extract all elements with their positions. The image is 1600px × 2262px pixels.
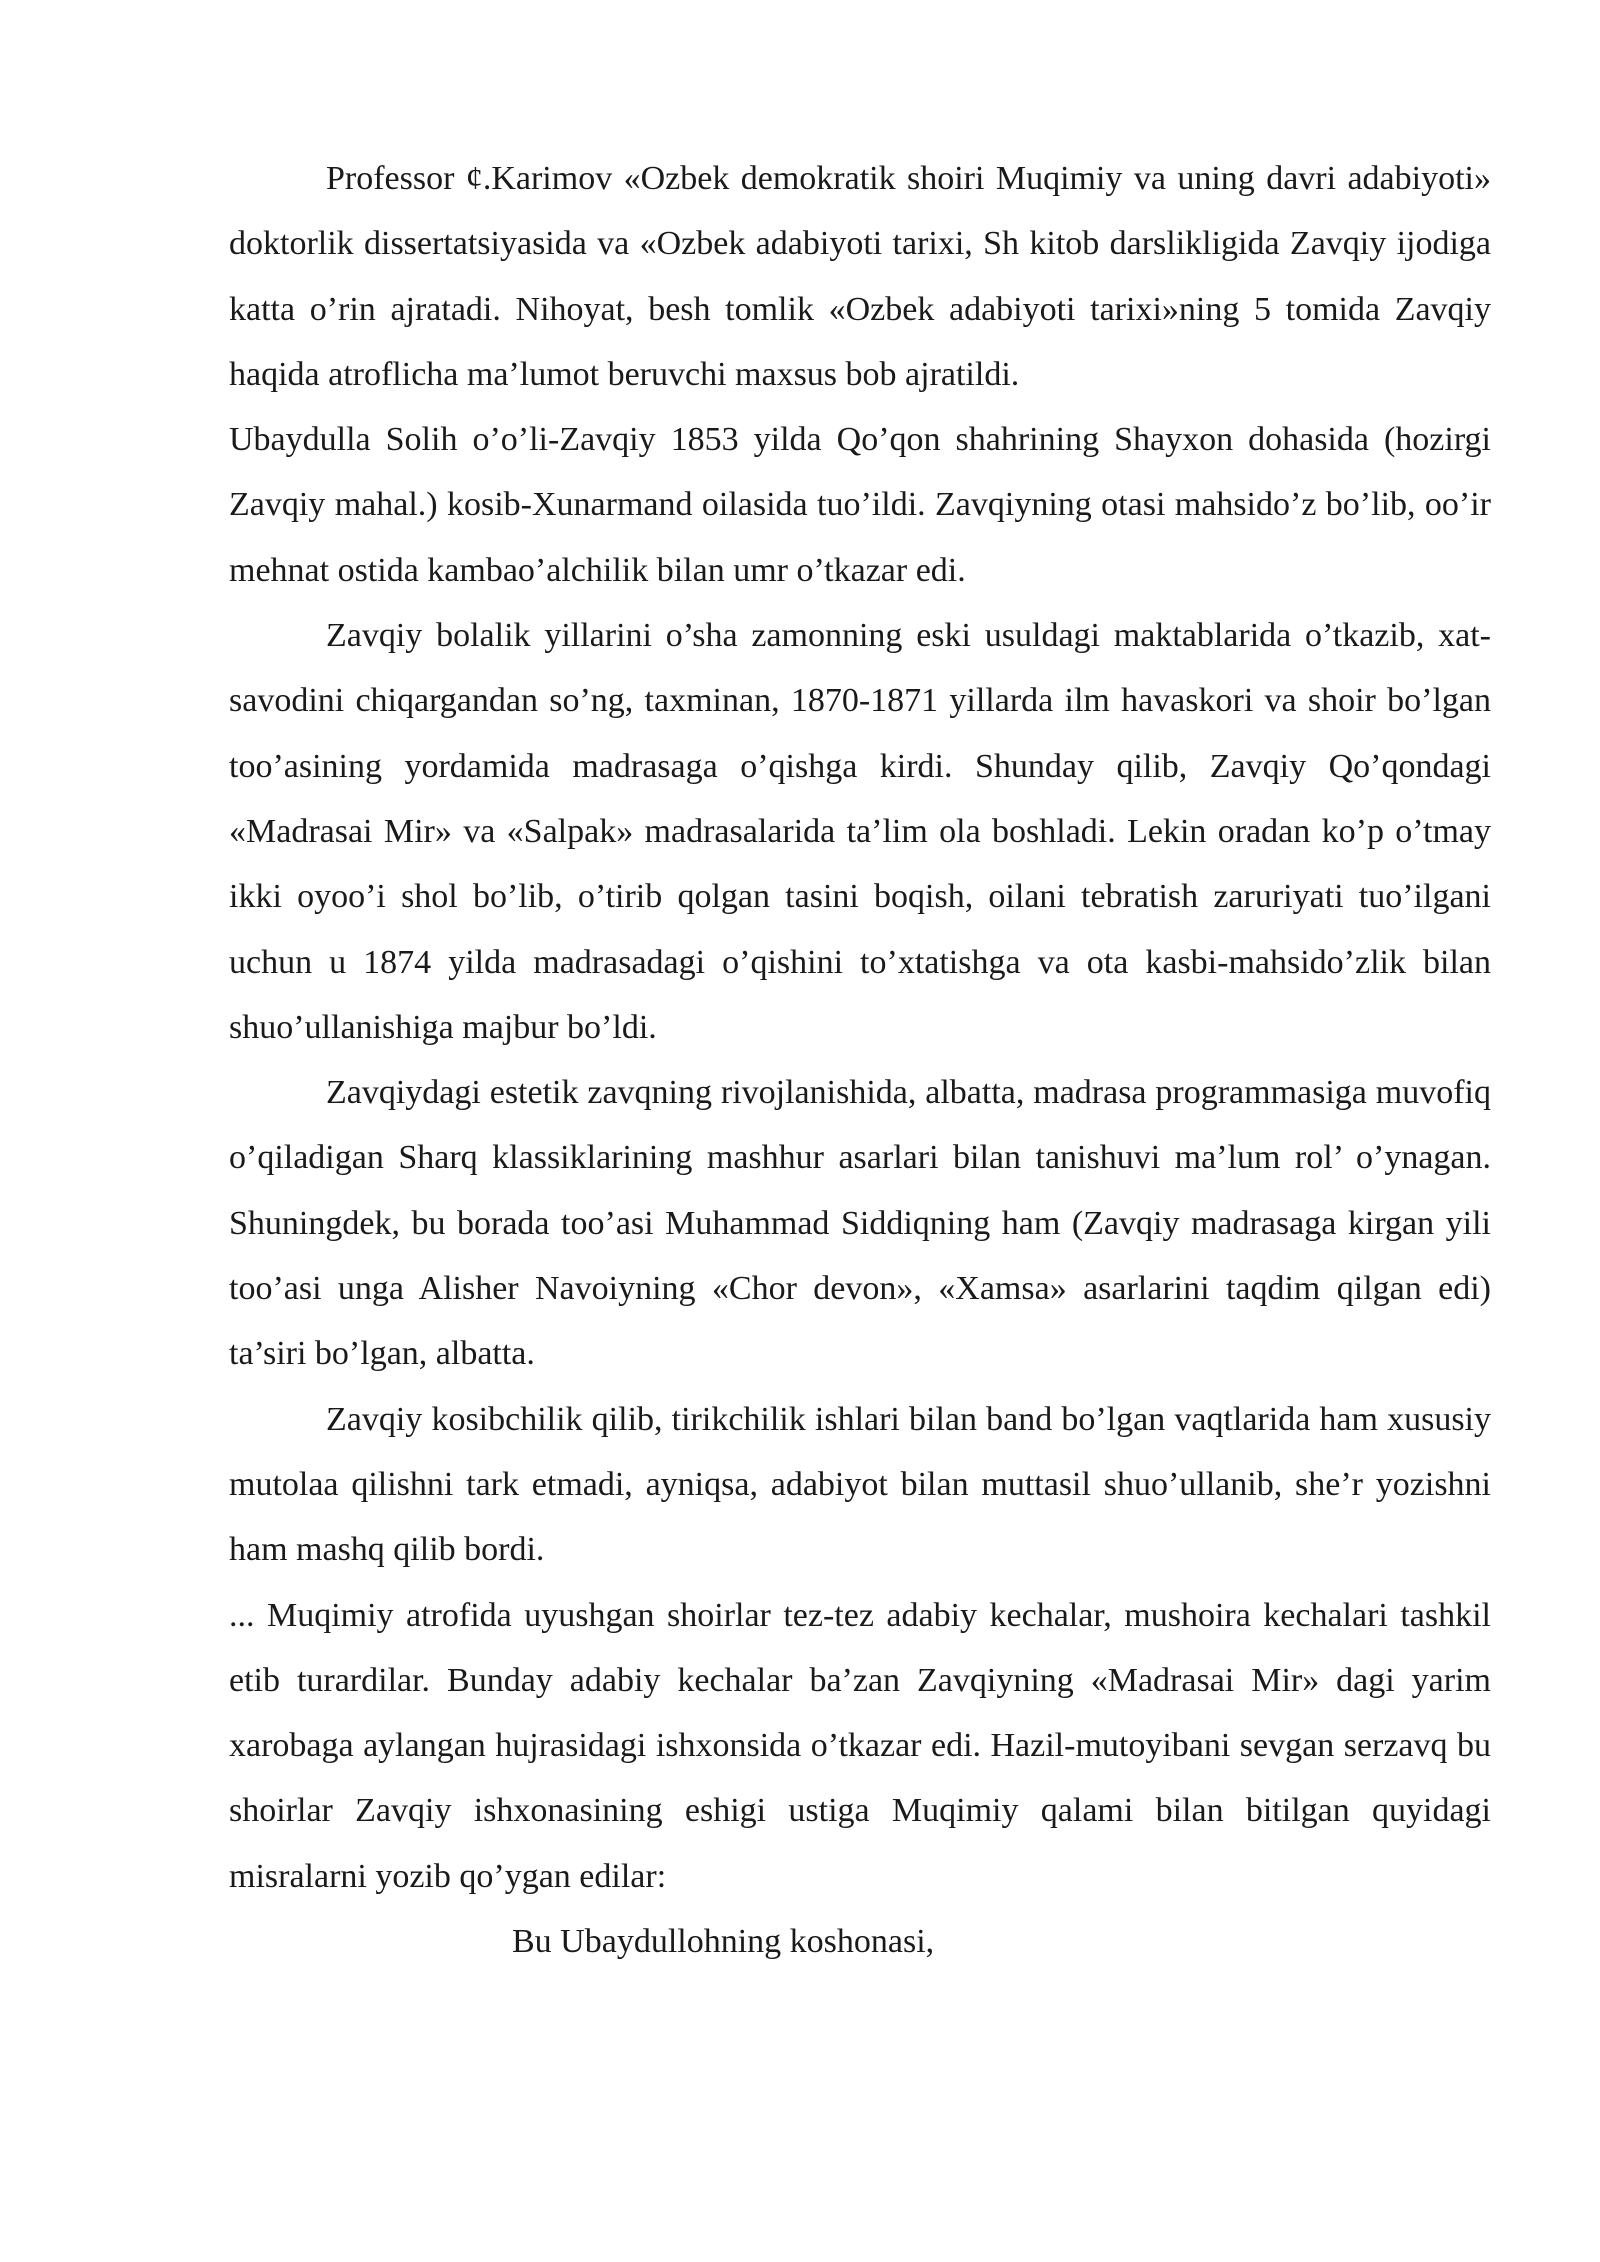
paragraph-biography: Ubaydulla Solih o’o’li-Zavqiy 1853 yilda Qo’qon shahrining Shayxon dohasida (hozirgi Zavqiy mahal.) kosib-Xunarmand oilasida tuo’ildi. Zavqiyning otasi mahsido’z bo’lib, oo’ir mehnat ostida kambao’alchilik bilan umr o’tkazar edi. <box>229 421 1491 589</box>
verse-line: Bu Ubaydullohning koshonasi, <box>512 1923 935 1961</box>
paragraph-education: Zavqiy bolalik yillarini o’sha zamonning eski usuldagi maktablarida o’tkazib, xat-savodini chiqargandan so’ng, taxminan, 1870-1871 yillarda ilm havaskori va shoir bo’lgan too’asining yordamida madrasaga o’qishga kirdi. Shunday qilib, Zavqiy Qo’qondagi «Madrasai Mir» va «Salpak» madrasalarida ta’lim ola boshladi. Lekin oradan ko’p o’tmay ikki oyoo’i shol bo’lib, o’tirib qolgan tasini boqish, oilani tebratish zaruriyati tuo’ilgani uchun u 1874 yilda madrasadagi o’qishini to’xtatishga va ota kasbi-mahsido’zlik bilan shuo’ullanishiga majbur bo’ldi. <box>229 617 1491 1046</box>
paragraph-karimov: Professor ¢.Karimov «Ozbek demokratik shoiri Muqimiy va uning davri adabiyoti» doktorlik dissertatsiyasida va «Ozbek adabiyoti tarixi, Sh kitob darslikligida Zavqiy ijodiga katta o’rin ajratadi. Nihoyat, besh tomlik «Ozbek adabiyoti tarixi»ning 5 tomida Zavqiy haqida atroflicha ma’lumot beruvchi maxsus bob ajratildi. <box>229 160 1491 393</box>
paragraph-gatherings: ... Muqimiy atrofida uyushgan shoirlar tez-tez adabiy kechalar, mushoira kechalari tashkil etib turardilar. Bunday adabiy kechalar ba’zan Zavqiyning «Madrasai Mir» dagi yarim xarobaga aylangan hujrasidagi ishxonsida o’tkazar edi. Hazil-mutoyibani sevgan serzavq bu shoirlar Zavqiy ishxonasining eshigi ustiga Muqimiy qalami bilan bitilgan quyidagi misralarni yozib qo’ygan edilar: <box>229 1596 1491 1895</box>
paragraph-aesthetic: Zavqiydagi estetik zavqning rivojlanishida, albatta, madrasa programmasiga muvofiq o’qiladigan Sharq klassiklarining mashhur asarlari bilan tanishuvi ma’lum rol’ o’ynagan. Shuningdek, bu borada too’asi Muhammad Siddiqning ham (Zavqiy madrasaga kirgan yili too’asi unga Alisher Navoiyning «Chor devon», «Xamsa» asarlarini taqdim qilgan edi) ta’siri bo’lgan, albatta. <box>229 1074 1491 1373</box>
paragraph-craft: Zavqiy kosibchilik qilib, tirikchilik ishlari bilan band bo’lgan vaqtlarida ham xususiy mutolaa qilishni tark etmadi, ayniqsa, adabiyot bilan muttasil shuo’ullanib, she’r yozishni ham mashq qilib bordi. <box>229 1400 1491 1569</box>
document-page <box>229 146 1491 1974</box>
